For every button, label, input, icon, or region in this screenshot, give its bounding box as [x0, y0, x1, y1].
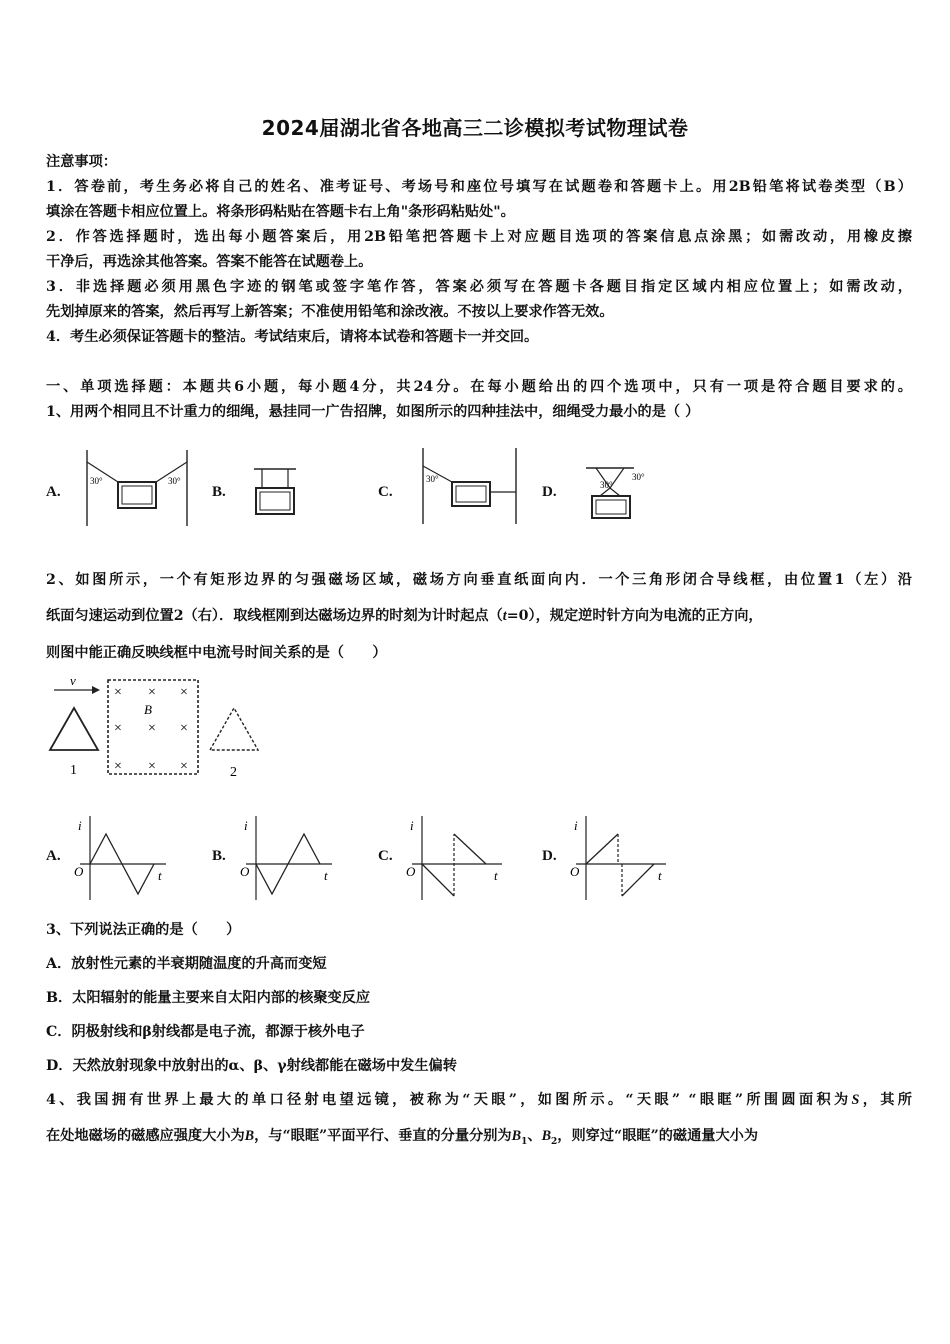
q2-option-b-label: B. — [212, 848, 226, 864]
q2-graph-a — [72, 812, 172, 912]
q1-figure-c — [420, 446, 530, 526]
q2-b-axis-i: i — [244, 818, 248, 833]
q4-line-2 — [46, 1126, 912, 1152]
q2-option-d-label: D. — [542, 848, 557, 864]
q1-a-angle-right: 30° — [168, 476, 181, 486]
q4-line-1 — [46, 1090, 912, 1110]
q4-var-s: S — [851, 1092, 860, 1108]
q1-d-angle-right: 30° — [632, 472, 645, 482]
q2-option-a-label: A. — [46, 848, 61, 864]
q1-figure-b — [252, 466, 312, 526]
q2-graph-d — [568, 812, 678, 912]
notice-line-2b: 干净后，再选涂其他答案。答案不能答在试题卷上。 — [46, 254, 373, 270]
q2-a-axis-t: t — [158, 868, 162, 883]
q2-a-axis-i: i — [78, 818, 82, 833]
q1-c-angle: 30° — [426, 474, 439, 484]
q1-option-c-label: C. — [378, 484, 393, 500]
q2-option-c-label: C. — [378, 848, 393, 864]
q4-var-b1: B — [511, 1128, 522, 1144]
q2-var-t: t — [502, 608, 507, 624]
q4-separator: 、 — [527, 1128, 542, 1144]
q2-line-2eq: =0） — [506, 608, 536, 624]
q2-field-label: B — [144, 702, 152, 717]
q2-graph-b — [238, 812, 338, 912]
q2-cross: × — [180, 721, 188, 736]
q2-line-2a: 纸面匀速运动到位置2（右）．取线框刚到达磁场边界的时刻为计时起点（ — [46, 608, 503, 624]
q4-line-1b: ，其所 — [859, 1092, 912, 1108]
q4-line-2b: ，与“眼眶”平面平行、垂直的分量分别为 — [254, 1128, 512, 1144]
q2-cross: × — [148, 685, 156, 700]
q4-var-b2: B — [541, 1128, 552, 1144]
q2-position-1: 1 — [70, 763, 77, 778]
q1-option-a-label: A. — [46, 484, 61, 500]
q2-cross: × — [148, 759, 156, 774]
q2-cross: × — [114, 685, 122, 700]
q4-line-2a: 在处地磁场的磁感应强度大小为 — [46, 1128, 245, 1144]
q1-figure-a — [84, 448, 194, 528]
q2-cross: × — [114, 721, 122, 736]
notice-line-3a: 3．非选择题必须用黑色字迹的钢笔或签字笔作答，答案必须写在答题卡各题目指定区域内相应位置上；如需改动， — [46, 279, 912, 295]
q2-a-origin: O — [74, 864, 84, 879]
q2-velocity-label: v — [70, 673, 76, 688]
q1-figure-d — [584, 464, 664, 534]
notice-line-4: 4．考生必须保证答题卡的整洁。考试结束后，请将本试卷和答题卡一并交回。 — [46, 329, 539, 345]
q2-line-3: 则图中能正确反映线框中电流号时间关系的是（ ） — [46, 645, 387, 661]
page-title: 2024届湖北省各地高三二诊模拟考试物理试卷 — [261, 116, 689, 140]
q2-line-2 — [46, 606, 912, 626]
q2-b-origin: O — [240, 864, 250, 879]
q2-line-1: 2、如图所示，一个有矩形边界的匀强磁场区域，磁场方向垂直纸面向内．一个三角形闭合导线框，由位置1（左）沿 — [46, 572, 912, 588]
notice-line-2a: 2．作答选择题时，选出每小题答案后，用2B铅笔把答题卡上对应题目选项的答案信息点涂黑；如需改动，用橡皮擦 — [46, 229, 912, 245]
q2-cross: × — [114, 759, 122, 774]
q4-line-2c: ，则穿过“眼眶”的磁通量大小为 — [557, 1128, 759, 1144]
q3-option-c: C．阴极射线和β射线都是电子流，都源于核外电子 — [46, 1024, 365, 1040]
q2-line-2b: ，规定逆时针方向为电流的正方向， — [535, 608, 763, 624]
q2-c-origin: O — [406, 864, 416, 879]
q4-sub-1: 1 — [521, 1136, 528, 1147]
q3-option-d: D．天然放射现象中放射出的α、β、γ射线都能在磁场中发生偏转 — [46, 1058, 457, 1074]
q2-graph-c — [404, 812, 514, 912]
q1-option-b-label: B. — [212, 484, 226, 500]
q2-cross: × — [180, 759, 188, 774]
q3-stem: 3、下列说法正确的是（ ） — [46, 922, 241, 938]
q1-d-angle-left: 30° — [600, 480, 613, 490]
q2-c-axis-t: t — [494, 868, 498, 883]
q2-field-figure — [44, 672, 274, 782]
q4-sub-2: 2 — [551, 1136, 558, 1147]
q2-b-axis-t: t — [324, 868, 328, 883]
notice-heading: 注意事项： — [46, 154, 117, 170]
notice-line-1a: 1．答卷前，考生务必将自己的姓名、准考证号、考场号和座位号填写在试题卷和答题卡上。用2B铅笔将试卷类型（B） — [46, 179, 912, 195]
q2-c-axis-i: i — [410, 818, 414, 833]
q1-stem: 1、用两个相同且不计重力的细绳，悬挂同一广告招牌，如图所示的四种挂法中，细绳受力最小的是（ ） — [46, 404, 700, 420]
q2-d-origin: O — [570, 864, 580, 879]
q1-a-angle-left: 30° — [90, 476, 103, 486]
notice-line-1b: 填涂在答题卡相应位置上。将条形码粘贴在答题卡右上角"条形码粘贴处"。 — [46, 204, 515, 220]
q4-var-b: B — [244, 1128, 255, 1144]
q2-cross: × — [180, 685, 188, 700]
q2-position-2: 2 — [230, 765, 237, 780]
q1-option-d-label: D. — [542, 484, 557, 500]
q2-cross: × — [148, 721, 156, 736]
q4-line-1a: 4、我国拥有世界上最大的单口径射电望远镜，被称为“天眼”，如图所示。“天眼” “眼眶”所围圆面积为 — [46, 1092, 852, 1108]
q3-option-a: A．放射性元素的半衰期随温度的升高而变短 — [46, 956, 327, 972]
q3-option-b: B．太阳辐射的能量主要来自太阳内部的核聚变反应 — [46, 990, 371, 1006]
notice-line-3b: 先划掉原来的答案，然后再写上新答案；不准使用铅笔和涂改液。不按以上要求作答无效。 — [46, 304, 614, 320]
q2-d-axis-i: i — [574, 818, 578, 833]
q2-d-axis-t: t — [658, 868, 662, 883]
section-heading: 一、单项选择题：本题共6小题，每小题4分，共24分。在每小题给出的四个选项中，只有一项是符合题目要求的。 — [46, 379, 912, 395]
